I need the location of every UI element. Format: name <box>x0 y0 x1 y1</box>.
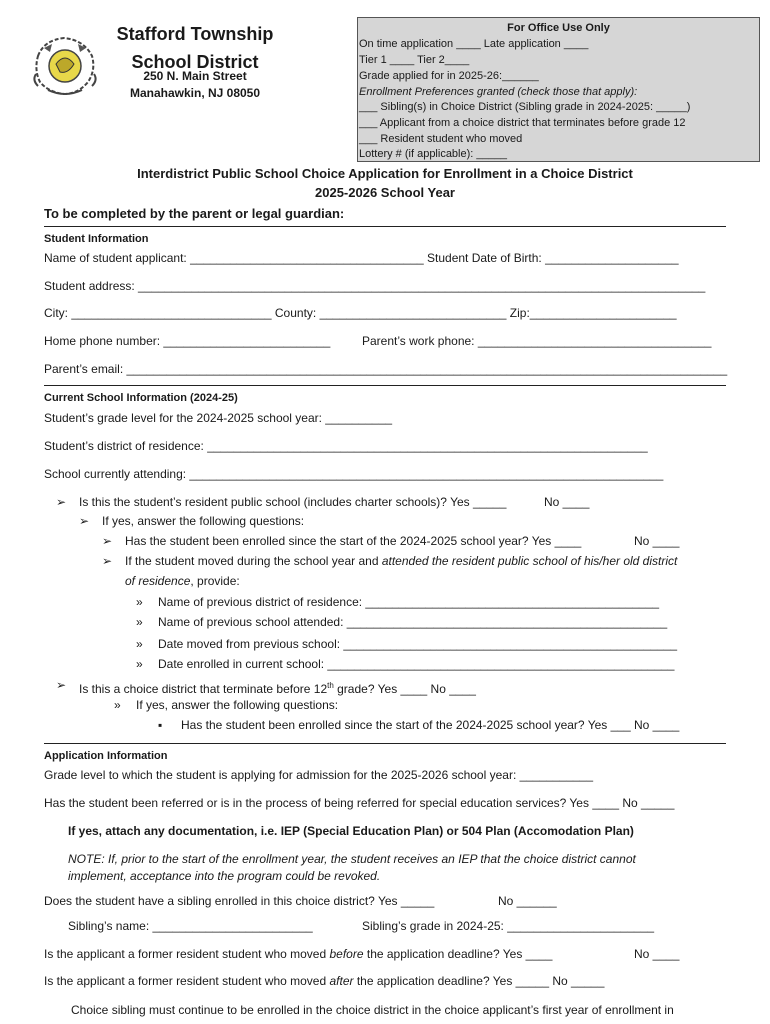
arrow-bullet-icon: ➢ <box>56 495 67 509</box>
applying-grade-field[interactable]: Grade level to which the student is applying for admission for the 2025-2026 school year: ___________ <box>44 768 594 782</box>
district-address <box>105 68 285 102</box>
moved-after-italic: after <box>329 974 354 988</box>
office-enroll-prefs: Enrollment Preferences granted (check those that apply): <box>359 86 638 98</box>
iep-note-line1: NOTE: If, prior to the start of the enrollment year, the student receives an IEP that the choice district cannot <box>68 852 636 866</box>
sibling-enrolled-no[interactable]: No ______ <box>498 894 557 908</box>
moved-before-no[interactable]: No ____ <box>634 947 680 961</box>
parent-work-phone-field[interactable]: Parent’s work phone: ___________________________________ <box>362 334 712 348</box>
moved-before-yes: the application deadline? Yes ____ <box>363 947 553 961</box>
school-attending-field[interactable]: School currently attending: _______________________________________________________________________ <box>44 467 664 481</box>
if-yes-instruction: If yes, answer the following questions: <box>102 514 305 528</box>
moved-before-italic: before <box>329 947 364 961</box>
completed-by-heading: To be completed by the parent or legal guardian: <box>44 206 345 221</box>
home-phone-field[interactable]: Home phone number: _________________________ <box>44 334 331 348</box>
moved-before-deadline-question[interactable] <box>44 947 552 962</box>
previous-school-field[interactable]: Name of previous school attended: ________________________________________________ <box>158 615 668 629</box>
arrow-bullet-icon: ➢ <box>102 534 113 548</box>
special-ed-referral-question[interactable]: Has the student been referred or is in the process of being referred for special education services? Yes ____ No _____ <box>44 796 675 810</box>
moved-question-line2 <box>125 574 240 589</box>
square-bullet-icon: ▪ <box>158 718 163 732</box>
form-school-year: 2025-2026 School Year <box>315 185 455 200</box>
application-info-heading: Application Information <box>44 750 168 762</box>
moved-after-deadline-question[interactable] <box>44 974 604 989</box>
current-school-heading: Current School Information (2024-25) <box>44 392 238 404</box>
resident-school-no[interactable]: No ____ <box>544 495 590 509</box>
double-chevron-icon: » <box>136 657 143 671</box>
sibling-grade-field[interactable]: Sibling’s grade in 2024-25: ______________________ <box>362 919 655 933</box>
arrow-bullet-icon: ➢ <box>102 554 113 568</box>
student-address-field[interactable]: Student address: _____________________________________________________________________________________ <box>44 279 706 293</box>
double-chevron-icon: » <box>114 698 121 712</box>
enrolled-since-question-2[interactable]: Has the student been enrolled since the start of the 2024-2025 school year? Yes ___ No ____ <box>181 718 680 732</box>
moved-after-text: Is the applicant a former resident student who moved <box>44 974 330 988</box>
office-lottery: Lottery # (if applicable): _____ <box>359 148 507 160</box>
student-name-dob-field[interactable]: Name of student applicant: ___________________________________ Student Date of Birth: ____________________ <box>44 251 679 265</box>
office-use-title: For Office Use Only <box>507 22 610 34</box>
address-line-2: Manahawkin, NJ 08050 <box>129 86 261 100</box>
date-moved-field[interactable]: Date moved from previous school: __________________________________________________ <box>158 637 678 651</box>
enrolled-since-question[interactable]: Has the student been enrolled since the start of the 2024-2025 school year? Yes ____ <box>125 534 582 548</box>
office-grade-applied: Grade applied for in 2025-26:______ <box>359 70 539 82</box>
sibling-name-field[interactable]: Sibling’s name: ________________________ <box>68 919 313 933</box>
district-name: Stafford Township School District <box>116 24 274 72</box>
arrow-bullet-icon: ➢ <box>56 678 67 692</box>
moved-question-line1 <box>125 554 677 569</box>
choice-question-answer: grade? Yes ____ No ____ <box>333 682 476 696</box>
double-chevron-icon: » <box>136 615 143 629</box>
iep-note-line2: implement, acceptance into the program could be revoked. <box>68 869 381 883</box>
enrolled-since-no[interactable]: No ____ <box>634 534 680 548</box>
office-on-time: On time application ____ Late application ____ <box>359 38 589 50</box>
choice-question-sup: th <box>327 681 334 690</box>
office-pref-sibling: ___ Sibling(s) in Choice District (Sibling grade in 2024-2025: _____) <box>359 101 691 113</box>
date-enrolled-field[interactable]: Date enrolled in current school: ____________________________________________________ <box>158 657 675 671</box>
choice-district-question[interactable] <box>79 678 476 697</box>
double-chevron-icon: » <box>136 595 143 609</box>
district-of-residence-field[interactable]: Student’s district of residence: __________________________________________________________________ <box>44 439 648 453</box>
sibling-enrolled-question[interactable]: Does the student have a sibling enrolled in this choice district? Yes _____ <box>44 894 435 908</box>
address-line-1: 250 N. Main Street <box>143 69 247 83</box>
moved-after-yes-no: the application deadline? Yes _____ No _____ <box>353 974 605 988</box>
office-use-box <box>357 17 760 162</box>
moved-question-residence: of residence <box>125 574 191 588</box>
arrow-bullet-icon: ➢ <box>79 514 90 528</box>
moved-question-provide: , provide: <box>190 574 240 588</box>
current-grade-field[interactable]: Student’s grade level for the 2024-2025 school year: __________ <box>44 411 393 425</box>
moved-question-text: If the student moved during the school year and <box>125 554 382 568</box>
office-pref-resident: ___ Resident student who moved <box>359 133 523 145</box>
office-pref-choice-district: ___ Applicant from a choice district that terminates before grade 12 <box>359 117 686 129</box>
parent-email-field[interactable]: Parent’s email: __________________________________________________________________________________________ <box>44 362 728 376</box>
attach-documentation-note: If yes, attach any documentation, i.e. IEP (Special Education Plan) or 504 Plan (Accomodation Plan) <box>68 824 634 838</box>
moved-before-text: Is the applicant a former resident student who moved <box>44 947 330 961</box>
office-tier: Tier 1 ____ Tier 2____ <box>359 54 470 66</box>
resident-school-question[interactable]: Is this the student’s resident public school (includes charter schools)? Yes _____ <box>79 495 507 509</box>
district-seal-icon <box>30 34 100 98</box>
divider <box>44 743 726 744</box>
choice-question-text: Is this a choice district that terminate before 12 <box>79 682 328 696</box>
city-county-zip-field[interactable]: City: ______________________________ County: ____________________________ Zip:______________________ <box>44 306 677 320</box>
previous-district-field[interactable]: Name of previous district of residence: ____________________________________________ <box>158 595 660 609</box>
moved-question-italic: attended the resident public school of his/her old district <box>381 554 678 568</box>
student-info-heading: Student Information <box>44 233 149 245</box>
divider <box>44 385 726 386</box>
if-yes-instruction-2: If yes, answer the following questions: <box>136 698 339 712</box>
choice-sibling-continue-note: Choice sibling must continue to be enrolled in the choice district in the choice applicant’s first year of enrollment in <box>71 1003 674 1017</box>
double-chevron-icon: » <box>136 637 143 651</box>
form-title: Interdistrict Public School Choice Application for Enrollment in a Choice District <box>137 166 633 181</box>
divider <box>44 226 726 227</box>
